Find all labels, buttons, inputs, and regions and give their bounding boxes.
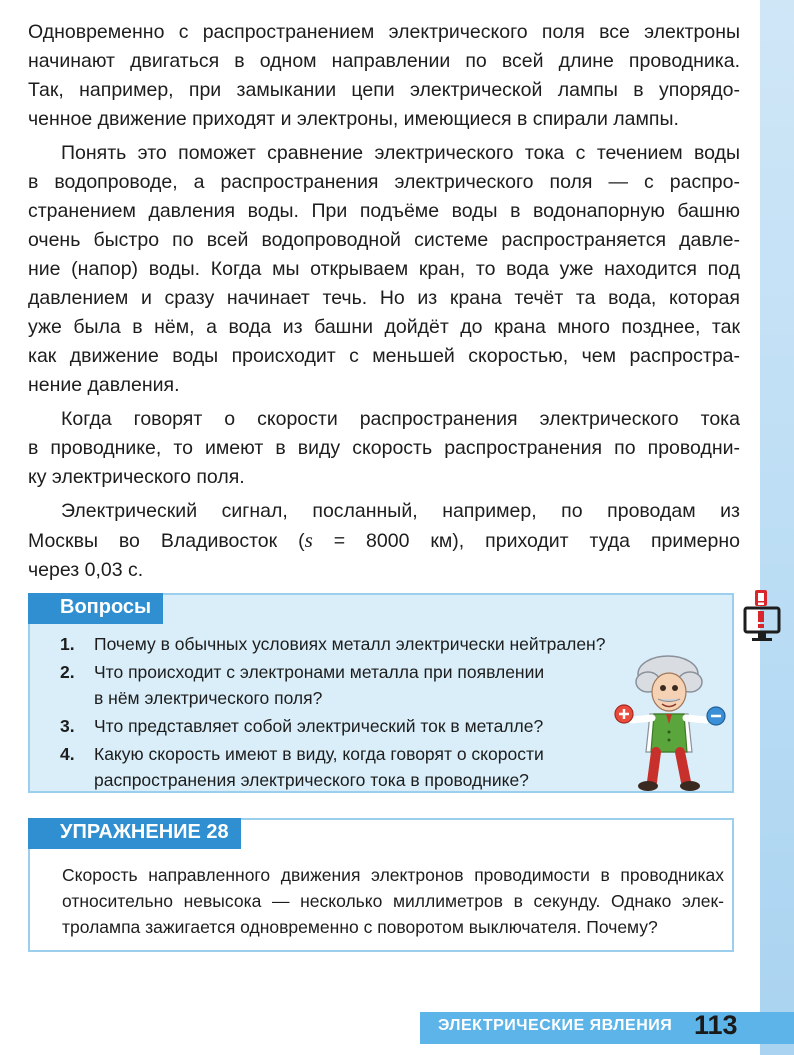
variable-s: s: [304, 528, 313, 552]
questions-list: [60, 631, 660, 795]
question-item: 3. Что представляет собой электрический ток в металле?: [60, 716, 544, 736]
paragraph-1: Одновременно с распространением электрического поля все электроны начинают двигаться в одном направлении по всей длине проводника. Так, например, при замыкании цепи электрической лампы в упорядо- ченное движение приходят и электроны, имеющиеся в спирали лампы.: [28, 21, 740, 130]
exercise-box: [28, 818, 734, 952]
footer-section-title: ЭЛЕКТРИЧЕСКИЕ ЯВЛЕНИЯ: [438, 1017, 673, 1034]
main-text: [28, 18, 740, 585]
page-number: 113: [694, 1010, 738, 1040]
page-edge-strip: [760, 0, 794, 1055]
questions-title: Вопросы: [28, 593, 163, 624]
computer-alert-icon: [742, 590, 782, 644]
scientist-illustration: [608, 652, 730, 794]
question-item: 4. Какую скорость имеют в виду, когда говорят о скорости распространения электрического тока в проводнике?: [60, 744, 544, 790]
question-item: 1. Почему в обычных условиях металл электрически нейтрален?: [60, 634, 606, 654]
exercise-text: Скорость направленного движения электронов проводимости в проводниках относительно невысока — несколько миллиметров в секунду. Однако элек- тролампа зажигается одновременно с поворотом выключателя. Почему?: [62, 865, 724, 937]
paragraph-4: Электрический сигнал, посланный, например, по проводам из Москвы во Владивосток (s = 8000 км), приходит туда примерно через 0,03 с.: [28, 500, 740, 581]
paragraph-3: Когда говорят о скорости распространения электрического тока в проводнике, то имеют в виду скорость распространения по проводни- ку электрического поля.: [28, 408, 740, 488]
question-item: 2. Что происходит с электронами металла при появлении в нём электрического поля?: [60, 662, 545, 708]
paragraph-2: Понять это поможет сравнение электрического тока с течением воды в водопроводе, а распространения электрического поля — с распро- странением давления воды. При подъёме воды в водонапорную башню очень быстро по всей водопроводной системе распространяется давле- ние (напор) воды. Когда мы открываем кран, то вода уже находится под давлением и сразу начинает течь. Но из крана течёт та вода, которая уже была в нём, а вода из башни дойдёт до крана много позднее, так как движение воды происходит с меньшей скоростью, чем распростра- нение давления.: [28, 142, 740, 396]
exercise-title: УПРАЖНЕНИЕ 28: [28, 818, 241, 849]
